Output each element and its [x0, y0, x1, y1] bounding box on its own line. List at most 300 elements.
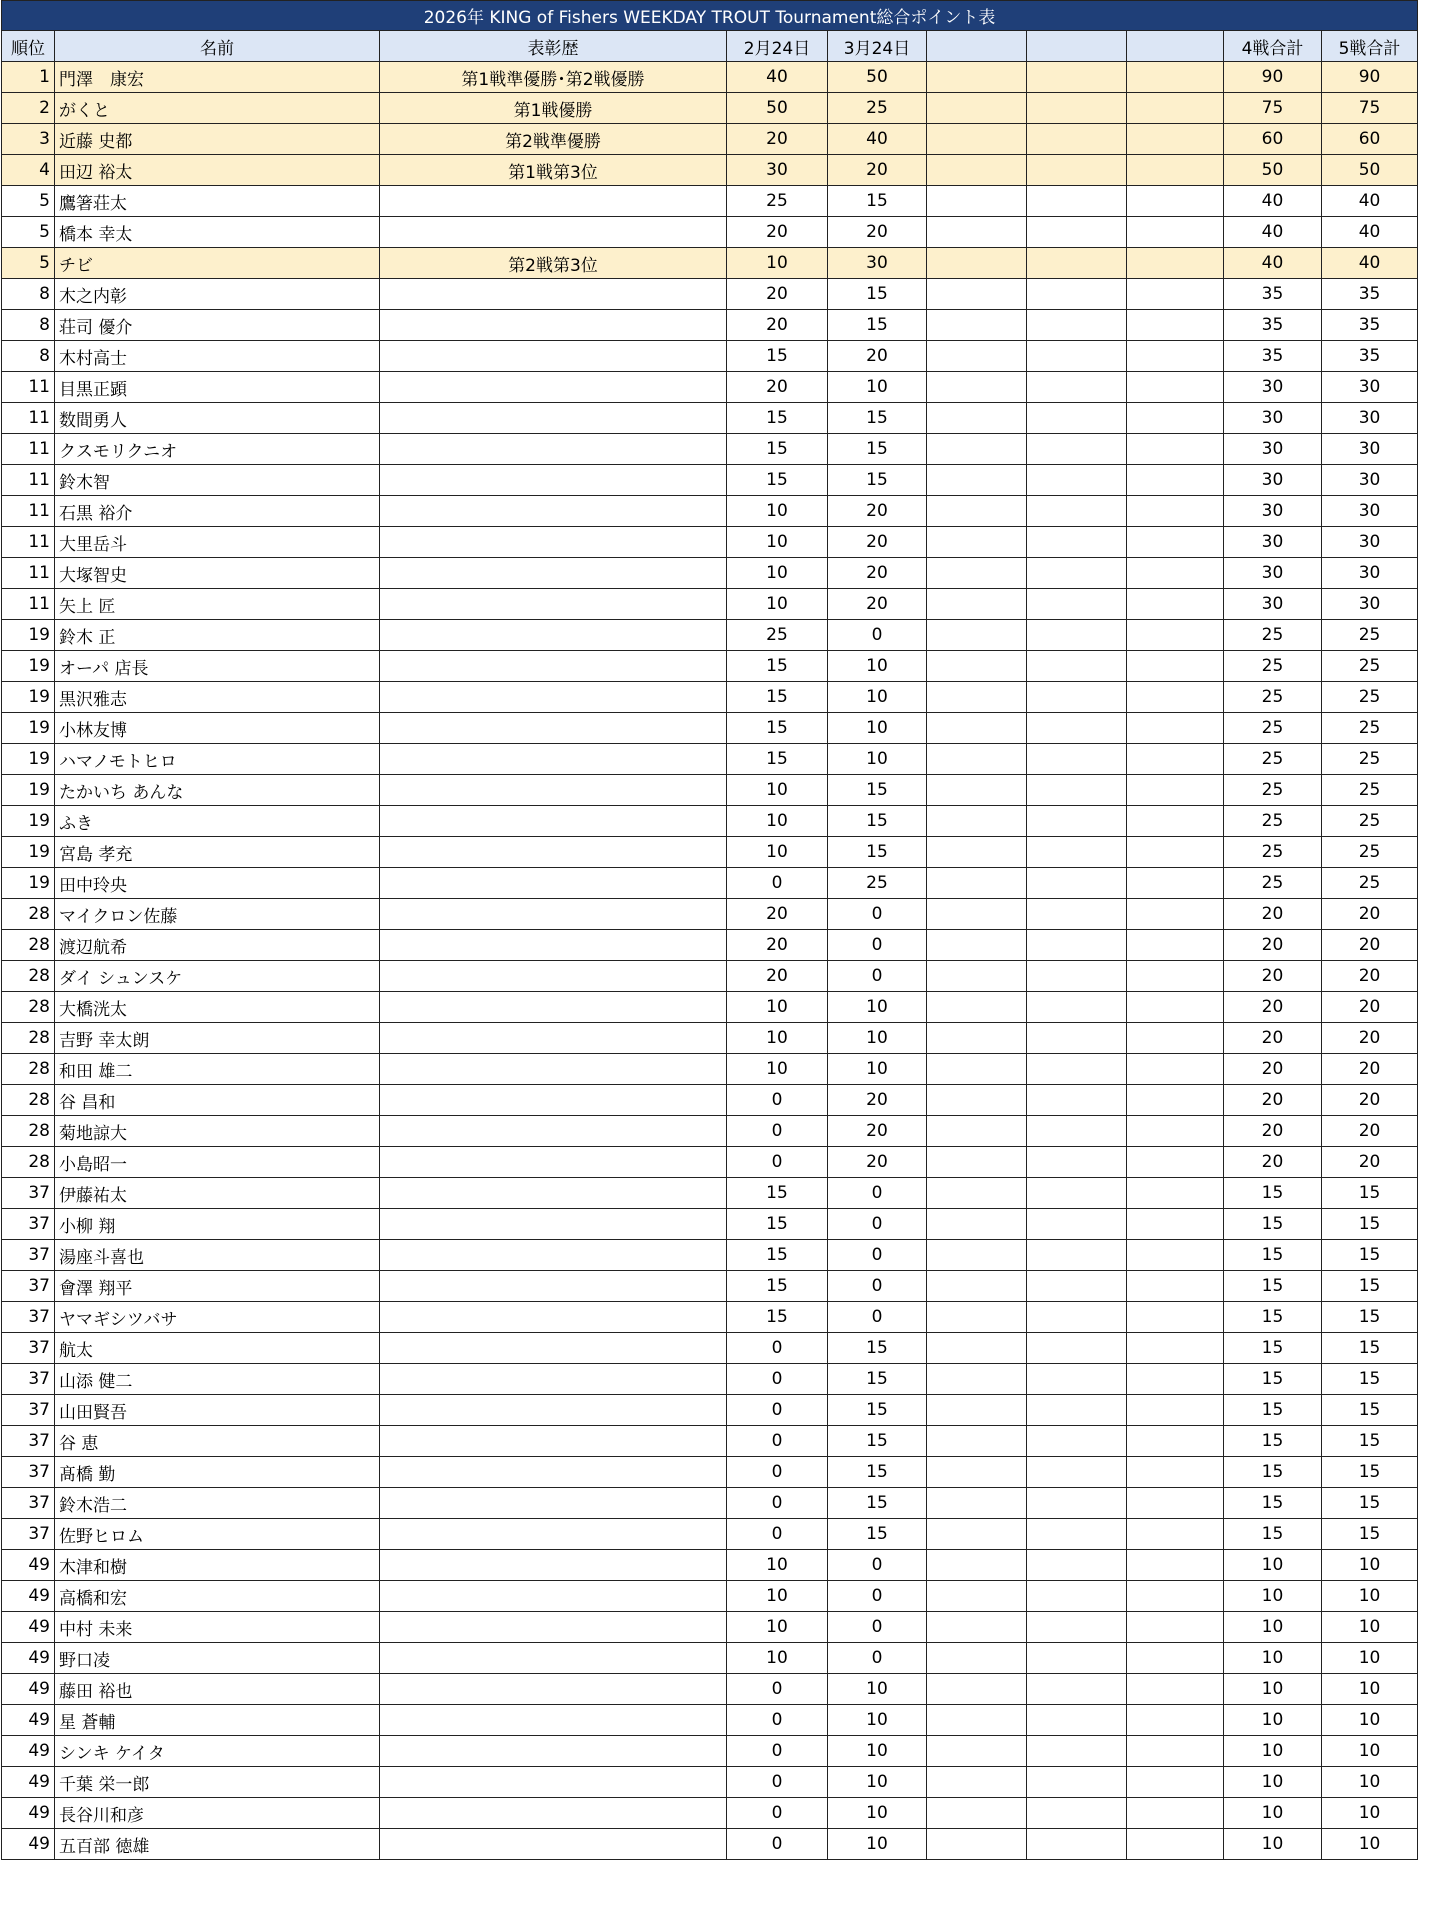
round-4-cell [1027, 248, 1127, 279]
total-4-cell: 35 [1224, 279, 1322, 310]
rank-cell: 49 [2, 1674, 55, 1705]
round-5-cell [1127, 155, 1224, 186]
table-row [2, 186, 1418, 217]
name-cell: 小島昭一 [55, 1147, 380, 1178]
total-5-cell: 10 [1322, 1829, 1418, 1860]
award-cell [380, 930, 727, 961]
round-1-cell: 0 [727, 1085, 828, 1116]
rank-cell: 8 [2, 279, 55, 310]
award-cell [380, 558, 727, 589]
name-cell: 和田 雄二 [55, 1054, 380, 1085]
round-1-cell: 15 [727, 682, 828, 713]
table-row [2, 868, 1418, 899]
total-4-cell: 15 [1224, 1271, 1322, 1302]
name-cell: 鈴木 正 [55, 620, 380, 651]
name-cell: 星 蒼輔 [55, 1705, 380, 1736]
table-row [2, 961, 1418, 992]
rank-cell: 28 [2, 992, 55, 1023]
total-4-cell: 25 [1224, 651, 1322, 682]
round-4-cell [1027, 1519, 1127, 1550]
round-2-cell: 15 [828, 434, 927, 465]
round-5-cell [1127, 217, 1224, 248]
total-4-cell: 35 [1224, 310, 1322, 341]
name-cell: オーパ 店長 [55, 651, 380, 682]
total-4-cell: 15 [1224, 1457, 1322, 1488]
award-cell [380, 1829, 727, 1860]
total-4-cell: 40 [1224, 217, 1322, 248]
round-4-cell [1027, 589, 1127, 620]
round-5-cell [1127, 620, 1224, 651]
award-cell [380, 1798, 727, 1829]
total-5-cell: 15 [1322, 1240, 1418, 1271]
round-2-cell: 15 [828, 1333, 927, 1364]
total-5-cell: 20 [1322, 1085, 1418, 1116]
round-3-cell [927, 1426, 1027, 1457]
total-5-cell: 30 [1322, 372, 1418, 403]
award-cell [380, 186, 727, 217]
total-4-cell: 30 [1224, 403, 1322, 434]
award-cell [380, 1023, 727, 1054]
name-cell: たかいち あんな [55, 775, 380, 806]
round-2-cell: 0 [828, 1209, 927, 1240]
rank-cell: 19 [2, 682, 55, 713]
round-4-cell [1027, 372, 1127, 403]
round-4-cell [1027, 1550, 1127, 1581]
total-5-cell: 25 [1322, 651, 1418, 682]
name-cell: ヤマギシツバサ [55, 1302, 380, 1333]
round-2-cell: 0 [828, 1643, 927, 1674]
award-cell [380, 1581, 727, 1612]
round-1-cell: 10 [727, 558, 828, 589]
header-round-1: 2月24日 [727, 31, 828, 62]
award-cell [380, 1054, 727, 1085]
rank-cell: 8 [2, 341, 55, 372]
rank-cell: 49 [2, 1550, 55, 1581]
round-4-cell [1027, 124, 1127, 155]
round-5-cell [1127, 744, 1224, 775]
round-4-cell [1027, 992, 1127, 1023]
round-4-cell [1027, 217, 1127, 248]
total-5-cell: 25 [1322, 837, 1418, 868]
round-3-cell [927, 1798, 1027, 1829]
total-5-cell: 10 [1322, 1674, 1418, 1705]
round-2-cell: 0 [828, 1178, 927, 1209]
round-4-cell [1027, 1581, 1127, 1612]
table-row [2, 1023, 1418, 1054]
rank-cell: 11 [2, 434, 55, 465]
table-body [2, 62, 1418, 1860]
rank-cell: 28 [2, 1116, 55, 1147]
round-2-cell: 10 [828, 1736, 927, 1767]
total-4-cell: 25 [1224, 620, 1322, 651]
round-1-cell: 10 [727, 1054, 828, 1085]
round-4-cell [1027, 403, 1127, 434]
rank-cell: 37 [2, 1457, 55, 1488]
round-4-cell [1027, 1643, 1127, 1674]
round-3-cell [927, 62, 1027, 93]
round-3-cell [927, 93, 1027, 124]
round-5-cell [1127, 496, 1224, 527]
round-1-cell: 10 [727, 1550, 828, 1581]
round-2-cell: 20 [828, 558, 927, 589]
award-cell: 第2戦第3位 [380, 248, 727, 279]
round-5-cell [1127, 1116, 1224, 1147]
sheet-title: 2026年 KING of Fishers WEEKDAY TROUT Tournament総合ポイント表 [2, 1, 1418, 31]
table-row [2, 1395, 1418, 1426]
round-2-cell: 0 [828, 620, 927, 651]
round-5-cell [1127, 992, 1224, 1023]
round-1-cell: 10 [727, 1643, 828, 1674]
round-1-cell: 0 [727, 1116, 828, 1147]
round-2-cell: 15 [828, 465, 927, 496]
name-cell: 木津和樹 [55, 1550, 380, 1581]
round-1-cell: 0 [727, 1736, 828, 1767]
round-5-cell [1127, 465, 1224, 496]
total-4-cell: 10 [1224, 1829, 1322, 1860]
table-row [2, 713, 1418, 744]
round-5-cell [1127, 1674, 1224, 1705]
name-cell: ハマノモトヒロ [55, 744, 380, 775]
round-5-cell [1127, 589, 1224, 620]
round-4-cell [1027, 155, 1127, 186]
total-4-cell: 25 [1224, 868, 1322, 899]
round-2-cell: 15 [828, 806, 927, 837]
total-5-cell: 15 [1322, 1457, 1418, 1488]
table-row [2, 682, 1418, 713]
table-row [2, 1240, 1418, 1271]
award-cell [380, 1147, 727, 1178]
round-2-cell: 0 [828, 899, 927, 930]
rank-cell: 49 [2, 1612, 55, 1643]
round-1-cell: 15 [727, 713, 828, 744]
award-cell [380, 651, 727, 682]
round-4-cell [1027, 1395, 1127, 1426]
round-4-cell [1027, 279, 1127, 310]
round-2-cell: 20 [828, 496, 927, 527]
total-4-cell: 25 [1224, 682, 1322, 713]
round-2-cell: 15 [828, 1426, 927, 1457]
table-row [2, 806, 1418, 837]
award-cell [380, 992, 727, 1023]
rank-cell: 28 [2, 1023, 55, 1054]
round-4-cell [1027, 186, 1127, 217]
total-4-cell: 15 [1224, 1333, 1322, 1364]
round-3-cell [927, 465, 1027, 496]
round-5-cell [1127, 93, 1224, 124]
total-4-cell: 20 [1224, 1023, 1322, 1054]
round-3-cell [927, 1736, 1027, 1767]
table-row [2, 310, 1418, 341]
round-4-cell [1027, 1426, 1127, 1457]
round-2-cell: 10 [828, 682, 927, 713]
rank-cell: 5 [2, 248, 55, 279]
total-5-cell: 35 [1322, 279, 1418, 310]
rank-cell: 11 [2, 527, 55, 558]
round-2-cell: 20 [828, 1116, 927, 1147]
total-5-cell: 10 [1322, 1612, 1418, 1643]
total-4-cell: 15 [1224, 1209, 1322, 1240]
round-3-cell [927, 1643, 1027, 1674]
round-4-cell [1027, 1736, 1127, 1767]
round-4-cell [1027, 682, 1127, 713]
round-1-cell: 15 [727, 403, 828, 434]
round-2-cell: 10 [828, 651, 927, 682]
total-5-cell: 15 [1322, 1271, 1418, 1302]
round-1-cell: 30 [727, 155, 828, 186]
rank-cell: 37 [2, 1426, 55, 1457]
round-3-cell [927, 124, 1027, 155]
header-name: 名前 [55, 31, 380, 62]
round-5-cell [1127, 1333, 1224, 1364]
round-3-cell [927, 930, 1027, 961]
name-cell: 佐野ヒロム [55, 1519, 380, 1550]
total-4-cell: 25 [1224, 775, 1322, 806]
round-5-cell [1127, 1395, 1224, 1426]
award-cell [380, 217, 727, 248]
award-cell [380, 1457, 727, 1488]
round-5-cell [1127, 558, 1224, 589]
name-cell: 髙橋 勤 [55, 1457, 380, 1488]
name-cell: 田辺 裕太 [55, 155, 380, 186]
name-cell: 伊藤祐太 [55, 1178, 380, 1209]
round-3-cell [927, 1488, 1027, 1519]
round-4-cell [1027, 1333, 1127, 1364]
round-2-cell: 10 [828, 1054, 927, 1085]
round-2-cell: 50 [828, 62, 927, 93]
award-cell [380, 279, 727, 310]
round-4-cell [1027, 961, 1127, 992]
header-round-3 [927, 31, 1027, 62]
total-4-cell: 10 [1224, 1612, 1322, 1643]
round-1-cell: 0 [727, 1333, 828, 1364]
name-cell: 航太 [55, 1333, 380, 1364]
rank-cell: 28 [2, 899, 55, 930]
total-5-cell: 20 [1322, 930, 1418, 961]
award-cell: 第1戦準優勝･第2戦優勝 [380, 62, 727, 93]
round-3-cell [927, 899, 1027, 930]
round-2-cell: 15 [828, 310, 927, 341]
award-cell [380, 527, 727, 558]
round-3-cell [927, 372, 1027, 403]
round-2-cell: 30 [828, 248, 927, 279]
round-2-cell: 20 [828, 1085, 927, 1116]
table-row [2, 1054, 1418, 1085]
name-cell: 中村 未来 [55, 1612, 380, 1643]
rank-cell: 11 [2, 558, 55, 589]
award-cell [380, 434, 727, 465]
round-3-cell [927, 992, 1027, 1023]
total-5-cell: 20 [1322, 992, 1418, 1023]
name-cell: シンキ ケイタ [55, 1736, 380, 1767]
table-row [2, 744, 1418, 775]
round-1-cell: 20 [727, 899, 828, 930]
round-3-cell [927, 1023, 1027, 1054]
round-5-cell [1127, 1643, 1224, 1674]
total-5-cell: 40 [1322, 248, 1418, 279]
round-3-cell [927, 713, 1027, 744]
round-1-cell: 15 [727, 1240, 828, 1271]
round-2-cell: 15 [828, 1364, 927, 1395]
round-4-cell [1027, 1457, 1127, 1488]
rank-cell: 8 [2, 310, 55, 341]
award-cell [380, 1364, 727, 1395]
name-cell: 数間勇人 [55, 403, 380, 434]
table-row [2, 1612, 1418, 1643]
round-1-cell: 20 [727, 124, 828, 155]
round-3-cell [927, 155, 1027, 186]
total-5-cell: 20 [1322, 1023, 1418, 1054]
total-4-cell: 30 [1224, 496, 1322, 527]
total-5-cell: 15 [1322, 1426, 1418, 1457]
table-row [2, 651, 1418, 682]
title-row [2, 1, 1418, 31]
round-5-cell [1127, 1054, 1224, 1085]
round-5-cell [1127, 806, 1224, 837]
round-5-cell [1127, 1457, 1224, 1488]
name-cell: 大橋洸太 [55, 992, 380, 1023]
table-row [2, 1581, 1418, 1612]
round-2-cell: 10 [828, 1674, 927, 1705]
round-4-cell [1027, 465, 1127, 496]
name-cell: 谷 昌和 [55, 1085, 380, 1116]
round-4-cell [1027, 1364, 1127, 1395]
rank-cell: 11 [2, 372, 55, 403]
round-3-cell [927, 961, 1027, 992]
round-4-cell [1027, 651, 1127, 682]
total-4-cell: 20 [1224, 899, 1322, 930]
round-4-cell [1027, 868, 1127, 899]
rank-cell: 37 [2, 1302, 55, 1333]
round-1-cell: 15 [727, 1178, 828, 1209]
total-4-cell: 20 [1224, 992, 1322, 1023]
round-4-cell [1027, 1209, 1127, 1240]
points-sheet [1, 0, 1433, 1860]
table-row [2, 1457, 1418, 1488]
round-5-cell [1127, 1302, 1224, 1333]
award-cell [380, 1736, 727, 1767]
round-2-cell: 10 [828, 1829, 927, 1860]
table-row [2, 434, 1418, 465]
table-row [2, 372, 1418, 403]
round-3-cell [927, 1333, 1027, 1364]
header-round-5 [1127, 31, 1224, 62]
total-4-cell: 25 [1224, 806, 1322, 837]
total-4-cell: 10 [1224, 1736, 1322, 1767]
round-2-cell: 25 [828, 868, 927, 899]
award-cell [380, 1333, 727, 1364]
table-row [2, 899, 1418, 930]
total-4-cell: 30 [1224, 527, 1322, 558]
round-4-cell [1027, 434, 1127, 465]
name-cell: 鈴木浩二 [55, 1488, 380, 1519]
rank-cell: 28 [2, 1147, 55, 1178]
round-3-cell [927, 1147, 1027, 1178]
rank-cell: 49 [2, 1767, 55, 1798]
table-row [2, 620, 1418, 651]
round-1-cell: 0 [727, 868, 828, 899]
name-cell: 千葉 栄一郎 [55, 1767, 380, 1798]
name-cell: チビ [55, 248, 380, 279]
table-row [2, 403, 1418, 434]
standings-table [1, 0, 1418, 1860]
round-4-cell [1027, 1116, 1127, 1147]
total-5-cell: 20 [1322, 1116, 1418, 1147]
round-1-cell: 10 [727, 1581, 828, 1612]
rank-cell: 49 [2, 1581, 55, 1612]
total-5-cell: 30 [1322, 589, 1418, 620]
award-cell [380, 1302, 727, 1333]
header-total-5: 5戦合計 [1322, 31, 1418, 62]
rank-cell: 28 [2, 961, 55, 992]
round-1-cell: 10 [727, 837, 828, 868]
total-5-cell: 10 [1322, 1705, 1418, 1736]
name-cell: 吉野 幸太朗 [55, 1023, 380, 1054]
rank-cell: 5 [2, 217, 55, 248]
round-2-cell: 10 [828, 1023, 927, 1054]
name-cell: 五百部 徳雄 [55, 1829, 380, 1860]
rank-cell: 49 [2, 1736, 55, 1767]
table-row [2, 341, 1418, 372]
name-cell: 小柳 翔 [55, 1209, 380, 1240]
total-5-cell: 15 [1322, 1488, 1418, 1519]
round-2-cell: 0 [828, 1581, 927, 1612]
total-4-cell: 10 [1224, 1767, 1322, 1798]
round-2-cell: 15 [828, 186, 927, 217]
round-2-cell: 10 [828, 713, 927, 744]
round-2-cell: 10 [828, 992, 927, 1023]
name-cell: 鈴木智 [55, 465, 380, 496]
round-3-cell [927, 186, 1027, 217]
table-row [2, 992, 1418, 1023]
round-3-cell [927, 527, 1027, 558]
award-cell [380, 620, 727, 651]
award-cell [380, 1209, 727, 1240]
round-4-cell [1027, 1302, 1127, 1333]
total-5-cell: 15 [1322, 1333, 1418, 1364]
round-5-cell [1127, 837, 1224, 868]
round-5-cell [1127, 341, 1224, 372]
rank-cell: 37 [2, 1271, 55, 1302]
round-1-cell: 0 [727, 1829, 828, 1860]
award-cell [380, 372, 727, 403]
round-5-cell [1127, 868, 1224, 899]
total-5-cell: 30 [1322, 403, 1418, 434]
round-3-cell [927, 1116, 1027, 1147]
round-2-cell: 20 [828, 155, 927, 186]
round-5-cell [1127, 1736, 1224, 1767]
name-cell: 山添 健二 [55, 1364, 380, 1395]
award-cell [380, 713, 727, 744]
rank-cell: 37 [2, 1209, 55, 1240]
round-4-cell [1027, 1178, 1127, 1209]
round-1-cell: 20 [727, 930, 828, 961]
total-5-cell: 20 [1322, 961, 1418, 992]
round-5-cell [1127, 1488, 1224, 1519]
rank-cell: 11 [2, 465, 55, 496]
round-3-cell [927, 1364, 1027, 1395]
round-2-cell: 0 [828, 1240, 927, 1271]
table-row [2, 1116, 1418, 1147]
round-1-cell: 20 [727, 961, 828, 992]
rank-cell: 19 [2, 837, 55, 868]
total-5-cell: 20 [1322, 1147, 1418, 1178]
total-5-cell: 10 [1322, 1736, 1418, 1767]
round-1-cell: 10 [727, 496, 828, 527]
table-row [2, 465, 1418, 496]
award-cell [380, 1612, 727, 1643]
total-5-cell: 30 [1322, 527, 1418, 558]
round-3-cell [927, 651, 1027, 682]
